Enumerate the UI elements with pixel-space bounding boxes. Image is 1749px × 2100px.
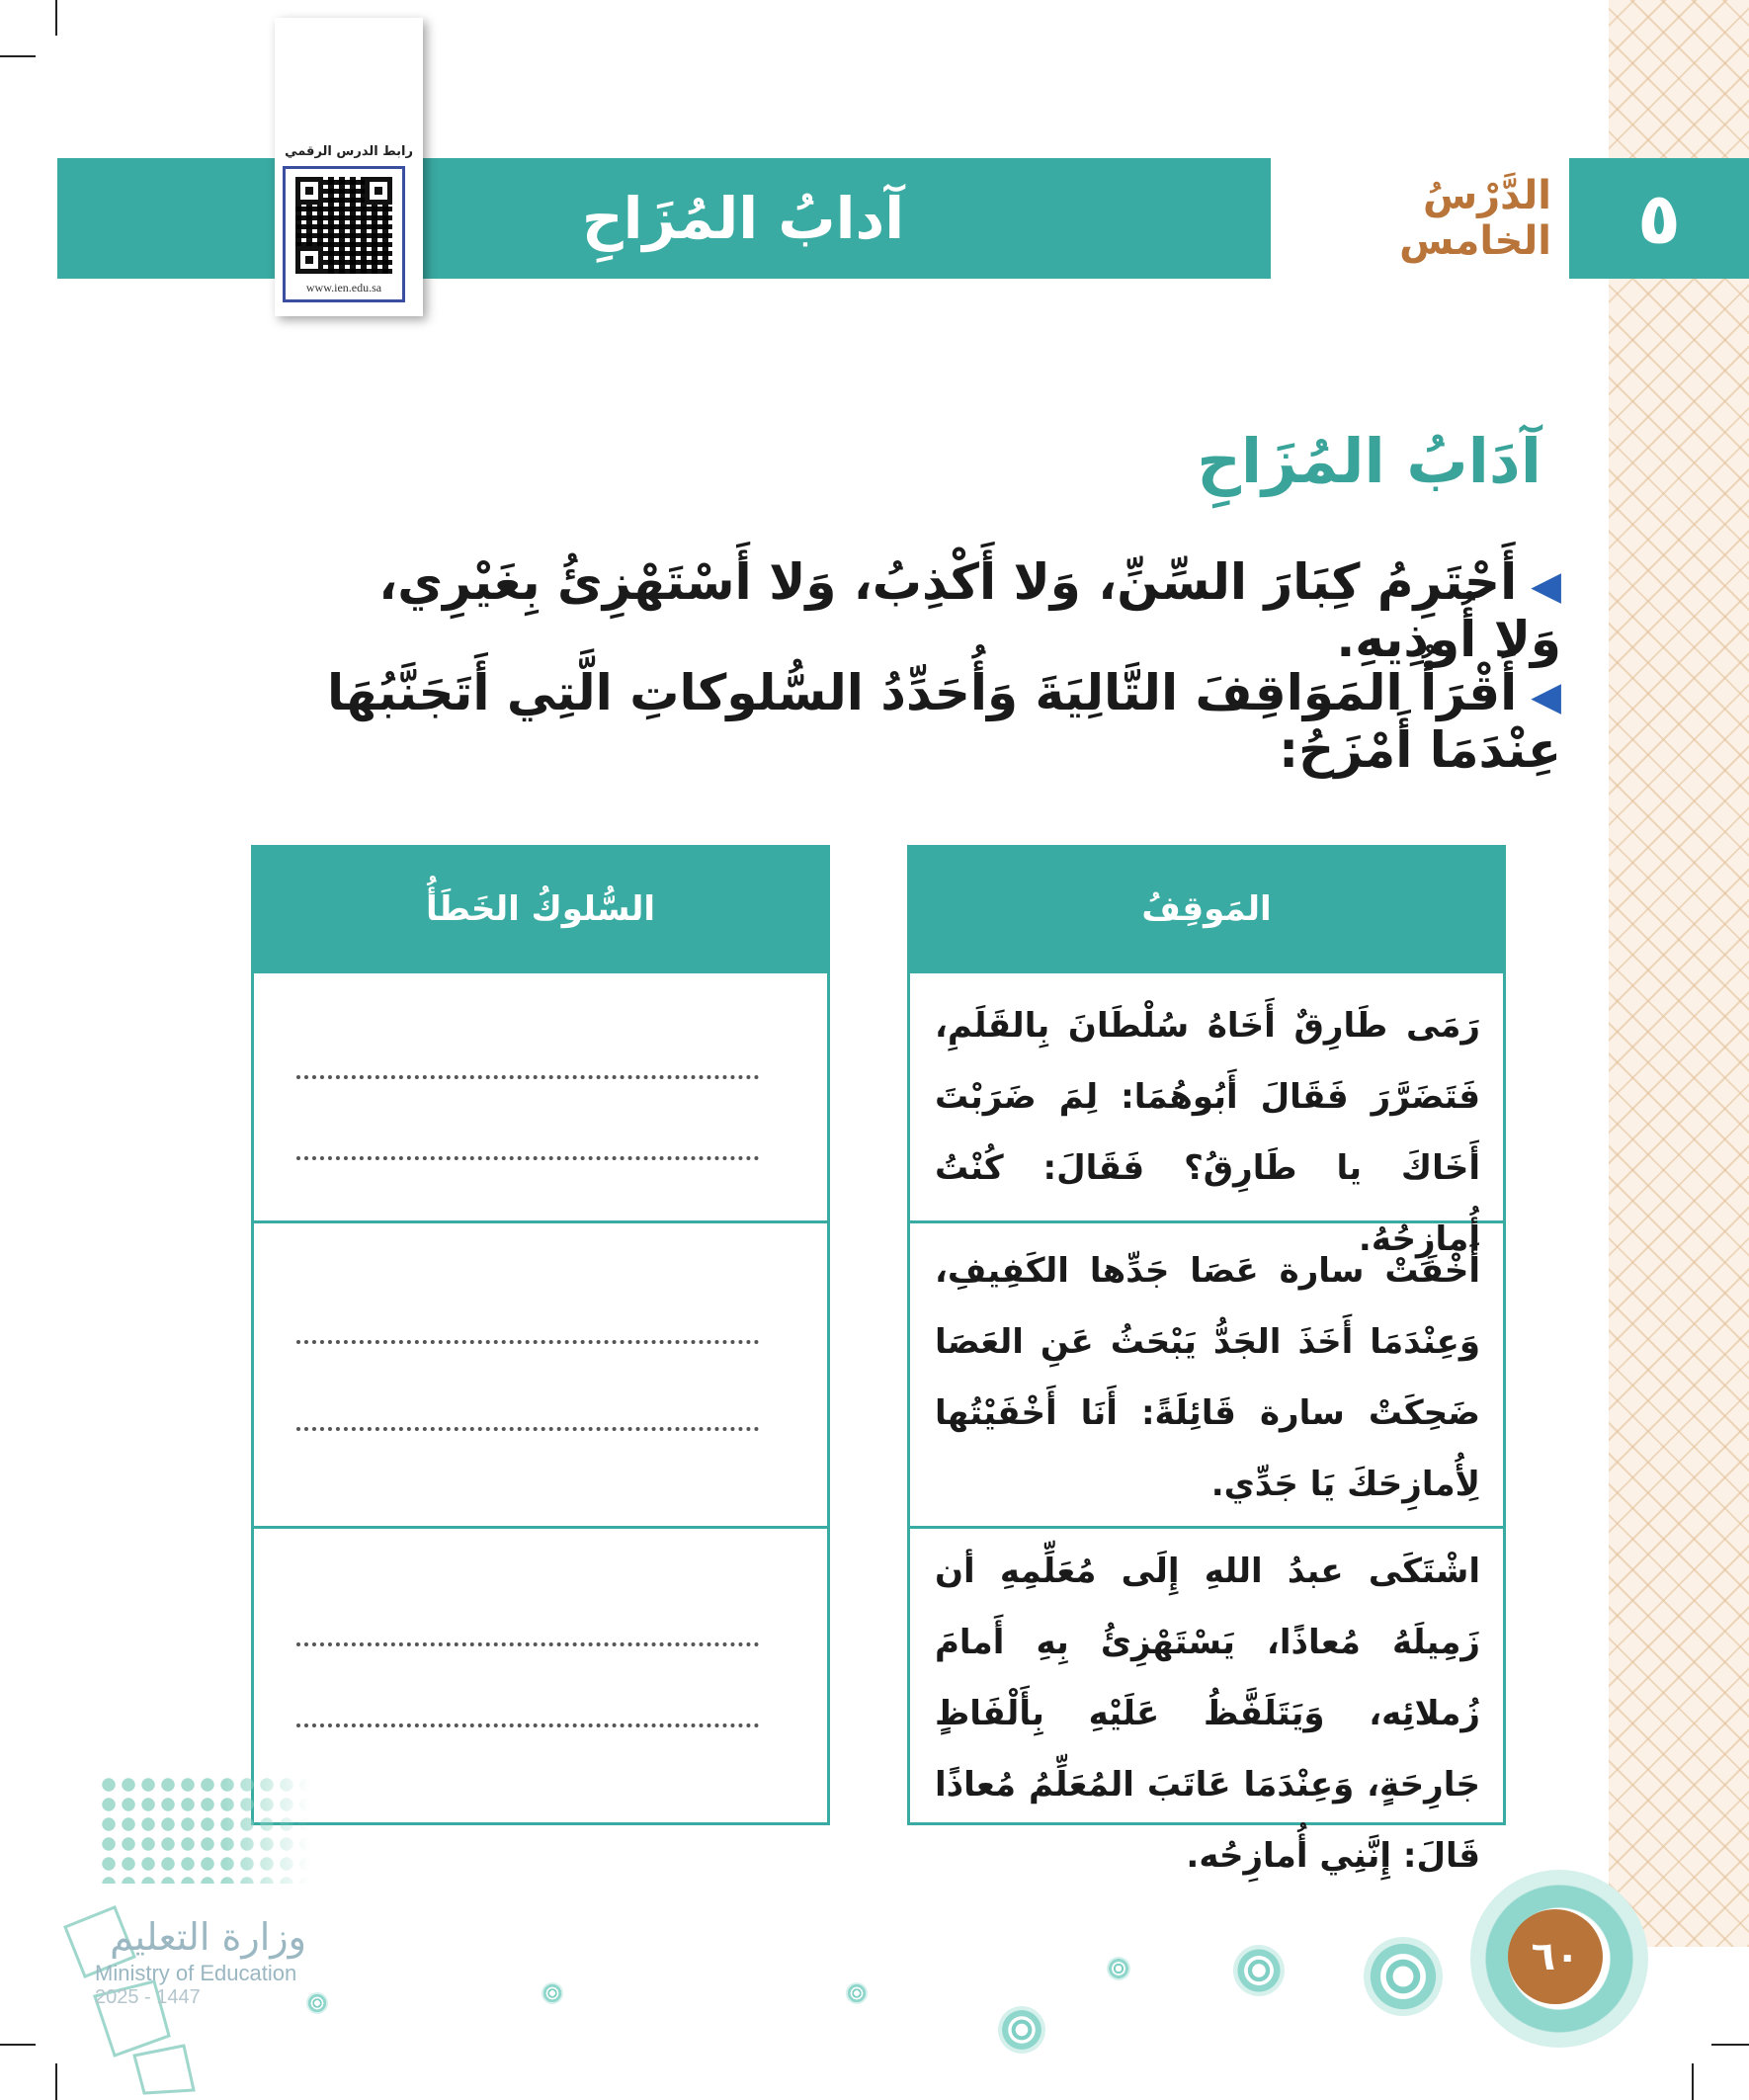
wrong-behavior-table-frame [251, 845, 830, 1825]
ministry-name-arabic: وزارة التعليم [110, 1915, 306, 1959]
digital-lesson-qr-card[interactable] [275, 18, 423, 316]
section-heading: آدَابُ المُزَاحِ [1197, 425, 1541, 497]
qr-finder-icon [295, 177, 323, 205]
situation-cell: أَخْفَتْ سارة عَصَا جَدِّها الكَفِيفِ، وَعِنْدَمَا أَخَذَ الجَدُّ يَبْحَثُ عَنِ العَصَا ضَحِكَتْ سارة قَائِلَةً: أَنَا أَخْفَيْتُها لِأُمازِحَكَ يَا جَدِّي. [935, 1251, 1480, 1504]
page-number: ٦٠ [1508, 1909, 1603, 2004]
rosette-ornament-icon [998, 2006, 1045, 2054]
row-divider [251, 1526, 830, 1529]
lesson-label: الدَّرْسُ الخامس [1399, 173, 1551, 264]
answer-line[interactable] [296, 1427, 759, 1431]
crop-mark [1692, 2063, 1694, 2100]
triangle-bullet-icon: ◀ [1531, 563, 1561, 609]
qr-label: رابط الدرس الرقمي [285, 144, 413, 159]
answer-line[interactable] [296, 1340, 759, 1344]
lesson-title: آدابُ المُزَاحِ [581, 185, 905, 252]
ministry-name-english: Ministry of Education [95, 1961, 297, 1985]
answer-line[interactable] [296, 1156, 759, 1160]
rosette-ornament-icon [306, 1992, 328, 2014]
bullet-text: أَحْتَرِمُ كِبَارَ السِّنِّ، وَلا أَكْذِبُ، وَلا أَسْتَهْزِئُ بِغَيْرِي، وَلا أُوذِيهِ. [378, 553, 1561, 668]
ministry-year: 2025 - 1447 [95, 1986, 201, 2008]
qr-finder-icon [295, 246, 323, 274]
rosette-ornament-icon [1233, 1945, 1285, 1996]
answer-line[interactable] [296, 1642, 759, 1646]
crop-mark [0, 55, 36, 57]
ministry-logo-dots-icon [99, 1775, 310, 1884]
situation-column-header: المَوقِفُ [907, 845, 1506, 973]
qr-frame [283, 166, 405, 302]
row-divider [251, 1220, 830, 1223]
qr-finder-icon [365, 177, 392, 205]
crop-mark [55, 0, 57, 36]
answer-line[interactable] [296, 1075, 759, 1079]
bullet-item [296, 553, 1561, 668]
crop-mark [0, 2044, 36, 2046]
bullet-item [296, 664, 1561, 779]
rosette-ornament-icon [541, 1982, 563, 2004]
rosette-ornament-icon [846, 1982, 868, 2004]
lesson-number: ٥ [1569, 158, 1749, 279]
crop-mark [1711, 2044, 1749, 2046]
qr-url[interactable]: www.ien.edu.sa [305, 281, 382, 294]
bullet-text: أَقْرَأُ المَوَاقِفَ التَّالِيَةَ وَأُحَدِّدُ السُّلوكاتِ الَّتِي أَتَجَنَّبُهَا عِنْدَمَا أَمْزَحُ: [326, 664, 1561, 779]
rosette-ornament-icon [1364, 1937, 1443, 2016]
answer-line[interactable] [296, 1723, 759, 1727]
lesson-title-bar [57, 158, 1271, 279]
situation-cell: اشْتَكَى عبدُ اللهِ إِلَى مُعَلِّمِهِ أن زَمِيلَهُ مُعاذًا، يَسْتَهْزِئُ بِهِ أَمامَ زُملائِه، وَيَتَلَفَّظُ عَلَيْهِ بِأَلْفَاظٍ جَارِحَةٍ، وَعِنْدَمَا عَاتَبَ المُعَلِّمُ مُعاذًا قَالَ: إِنَّنِي أُمازِحُه. [935, 1552, 1480, 1876]
wrong-behavior-column-header: السُّلوكُ الخَطَأُ [251, 845, 830, 973]
rosette-ornament-icon [1107, 1957, 1130, 1980]
decorative-pattern-strip [1609, 0, 1749, 1947]
row-divider [907, 1526, 1506, 1529]
triangle-bullet-icon: ◀ [1531, 674, 1561, 719]
situation-cell: رَمَى طَارِقٌ أَخَاهُ سُلْطَانَ بِالقَلَمِ، فَتَضَرَّرَ فَقَالَ أَبُوهُمَا: لِمَ ضَرَبْتَ أَخَاكَ يا طَارِقُ؟ فَقَالَ: كُنْتُ أُمازِحُهُ. [935, 1006, 1480, 1259]
